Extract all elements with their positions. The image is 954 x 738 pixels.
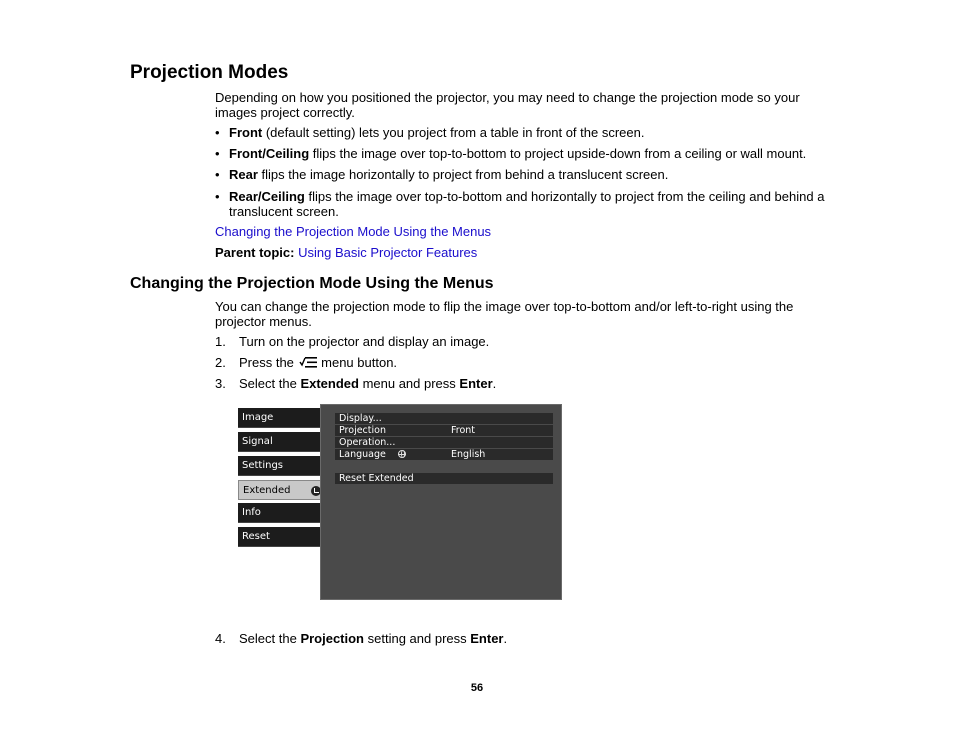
step-1 (215, 334, 825, 349)
osd-menu-item-image: Image (238, 408, 320, 428)
osd-row-operation (335, 437, 553, 448)
step-text-pre: Select the (239, 631, 301, 646)
step-bold-1: Extended (300, 376, 359, 391)
step-bold-1: Projection (300, 631, 365, 646)
osd-menu-item-reset: Reset (238, 527, 320, 547)
bullet-dot: • (215, 189, 220, 204)
step-text-pre: Select the (239, 376, 301, 391)
list-item (215, 146, 825, 161)
bullet-dot: • (215, 167, 220, 182)
globe-icon (398, 450, 406, 458)
step-text-post: . (503, 631, 508, 646)
osd-row-value: Front (451, 425, 476, 436)
osd-menu-item-label: Extended (243, 485, 291, 496)
osd-menu-item-extended (238, 480, 326, 500)
bullet-text: flips the image horizontally to project from behind a translucent screen. (257, 167, 669, 182)
step-number: 3. (215, 376, 226, 391)
page-title: Projection Modes (130, 62, 289, 83)
osd-row-reset-extended (335, 473, 553, 484)
section-heading: Changing the Projection Mode Using the Menus (130, 275, 494, 292)
step-bold-2: Enter (470, 631, 504, 646)
step-3 (215, 376, 825, 391)
osd-row-label: Operation... (339, 437, 396, 448)
osd-menu-item-info: Info (238, 503, 320, 523)
bullet-text: flips the image over top-to-bottom and horizontally to project from the ceiling and behind a translucent screen. (229, 189, 825, 219)
list-item (215, 167, 825, 182)
bullet-term: Front/Ceiling (229, 146, 310, 161)
parent-topic-link[interactable]: Using Basic Projector Features (298, 245, 478, 260)
step-text: Turn on the projector and display an image. (239, 334, 490, 349)
osd-row-label: Projection (339, 425, 386, 436)
bullet-term: Rear/Ceiling (229, 189, 305, 204)
parent-topic (215, 245, 825, 260)
osd-row-label: Reset Extended (339, 473, 414, 484)
bullet-text: flips the image over top-to-bottom to project upside-down from a ceiling or wall mount. (309, 146, 807, 161)
osd-row-value: English (451, 449, 486, 460)
step-text-mid: menu and press (358, 376, 460, 391)
menu-button-icon (299, 356, 317, 369)
intro-paragraph: Depending on how you positioned the projector, you may need to change the projection mode so your images project correctly. (215, 90, 800, 120)
step-bold-2: Enter (459, 376, 493, 391)
osd-row-label: Language (339, 449, 386, 460)
osd-submenu-panel (320, 404, 562, 600)
bullet-text: (default setting) lets you project from a table in front of the screen. (262, 125, 645, 140)
step-4 (215, 631, 825, 646)
related-topic-link[interactable]: Changing the Projection Mode Using the Menus (215, 224, 492, 239)
step-text-post: . (492, 376, 497, 391)
osd-menu-item-settings: Settings (238, 456, 320, 476)
list-item (215, 125, 825, 140)
bullet-term: Rear (229, 167, 258, 182)
section-intro: You can change the projection mode to flip the image over top-to-bottom and/or left-to-right using the projector menus. (215, 299, 794, 329)
list-item (215, 189, 825, 219)
page-number: 56 (470, 682, 484, 694)
step-text-post: menu button. (317, 355, 398, 370)
step-text-mid: setting and press (364, 631, 471, 646)
parent-topic-label: Parent topic: (215, 245, 295, 260)
osd-row-language (335, 449, 553, 460)
osd-row-projection (335, 425, 553, 436)
step-number: 2. (215, 355, 226, 370)
step-2 (215, 355, 825, 370)
step-number: 1. (215, 334, 226, 349)
bullet-term: Front (229, 125, 263, 140)
projector-menu-screenshot (238, 404, 562, 600)
bullet-dot: • (215, 125, 220, 140)
osd-row-label: Display... (339, 413, 382, 424)
step-number: 4. (215, 631, 226, 646)
osd-row-display (335, 413, 553, 424)
step-text-pre: Press the (239, 355, 298, 370)
osd-menu-item-signal: Signal (238, 432, 320, 452)
bullet-dot: • (215, 146, 220, 161)
